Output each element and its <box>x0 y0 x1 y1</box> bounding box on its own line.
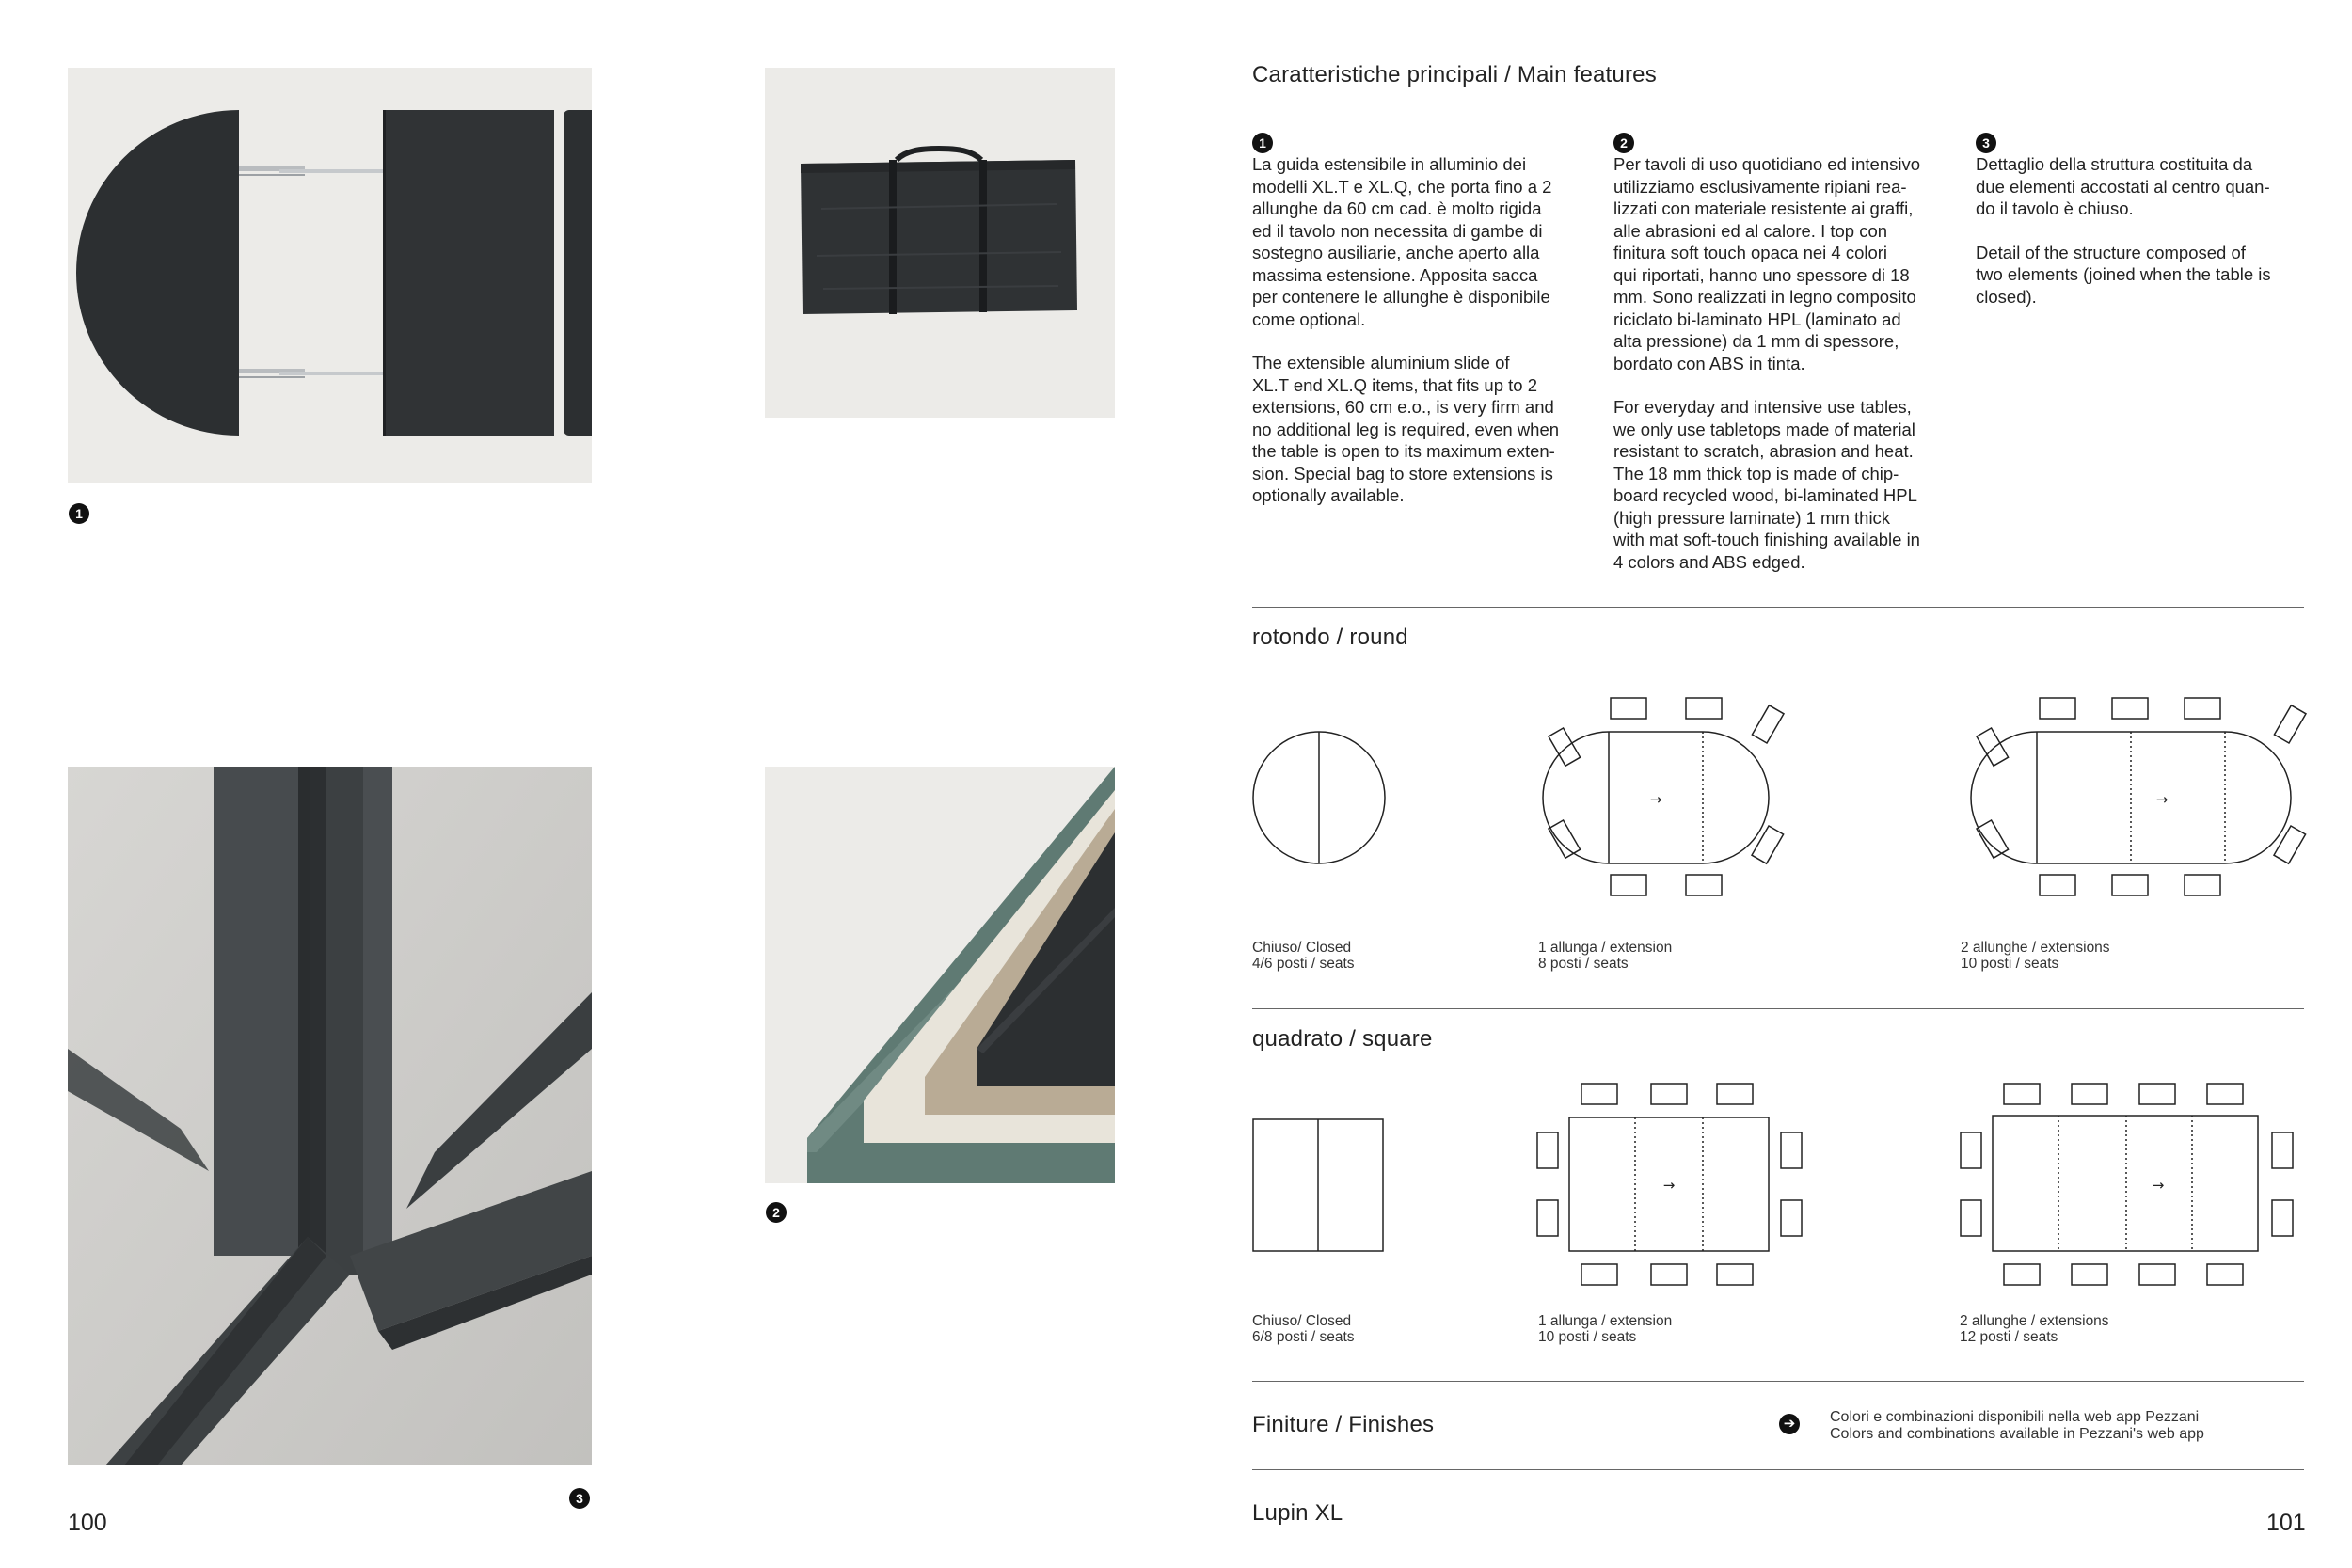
round-section-title: rotondo / round <box>1252 625 1408 650</box>
square-section-title: quadrato / square <box>1252 1026 1433 1052</box>
feature-1-italian: La guida estensibile in alluminio dei modelli XL.T e XL.Q, che porta fino a 2 allunghe da 60 cm cad. è molto rigida ed il tavolo non necessita di gambe di sostegno ausiliarie, anche aperto alla massima estensione. Apposita sacca per contenere le allunghe è disponibile come optional. <box>1252 154 1552 329</box>
feature-number-1: 1 <box>1252 133 1273 153</box>
divider-footer <box>1252 1469 2304 1470</box>
photo-extension-slide <box>68 68 592 483</box>
square-closed-caption: Chiuso/ Closed 6/8 posti / seats <box>1252 1313 1355 1345</box>
page-number-left: 100 <box>68 1510 107 1536</box>
round-two-extensions-diagram <box>1962 694 2310 901</box>
feature-column-3 <box>1976 133 2305 308</box>
round-closed-caption: Chiuso/ Closed 4/6 posti / seats <box>1252 940 1355 972</box>
round-one-extension-diagram <box>1534 694 1816 901</box>
finishes-title: Finiture / Finishes <box>1252 1412 1435 1437</box>
svg-text:→: → <box>2155 791 2169 808</box>
feature-3-english: Detail of the structure composed of two elements (joined when the table is closed). <box>1976 242 2271 307</box>
feature-column-2 <box>1613 133 1962 573</box>
product-name: Lupin XL <box>1252 1500 1343 1526</box>
arrow-right-circle-icon[interactable]: ➔ <box>1779 1414 1800 1434</box>
feature-2-english: For everyday and intensive use tables, we only use tabletops made of material resistant to scratch, abrasion and heat. The 18 mm thick top is made of chip- board recycled wood, bi-laminated HPL (high pressure laminate) 1 mm thick with mat soft-touch finishing available in 4 colors and ABS edged. <box>1613 397 1920 572</box>
round-one-extension-caption: 1 allunga / extension 8 posti / seats <box>1538 940 1673 972</box>
feature-number-3: 3 <box>1976 133 1996 153</box>
finishes-note-italian: Colori e combinazioni disponibili nella web app Pezzani <box>1830 1409 2200 1425</box>
badge-3: 3 <box>569 1488 590 1509</box>
page-number-right: 101 <box>2266 1510 2306 1536</box>
square-two-extensions-diagram <box>1957 1080 2305 1292</box>
badge-2: 2 <box>766 1202 787 1223</box>
finishes-note <box>1830 1409 2204 1443</box>
square-one-extension-diagram <box>1534 1080 1806 1292</box>
photo-structure-detail <box>68 767 592 1465</box>
divider-square <box>1252 1008 2304 1009</box>
square-two-extensions-caption: 2 allunghe / extensions 12 posti / seats <box>1960 1313 2109 1345</box>
feature-number-2: 2 <box>1613 133 1634 153</box>
divider-finishes <box>1252 1381 2304 1382</box>
feature-2-italian: Per tavoli di uso quotidiano ed intensivo utilizziamo esclusivamente ripiani rea- lizzati con materiale resistente ai graffi, alle abrasioni ed al calore. I top con finitura soft touch opaca nei 4 colori qui riportati, hanno uno spessore di 18 mm. Sono realizzati in legno composito riciclato bi-laminato HPL (laminato ad alta pressione) da 1 mm di spessore, bordato con ABS in tinta. <box>1613 154 1921 373</box>
square-one-extension-caption: 1 allunga / extension 10 posti / seats <box>1538 1313 1673 1345</box>
feature-column-1 <box>1252 133 1600 507</box>
divider-round <box>1252 607 2304 608</box>
feature-3-italian: Dettaglio della struttura costituita da due elementi accostati al centro quan- do il tavolo è chiuso. <box>1976 154 2270 218</box>
feature-1-english: The extensible aluminium slide of XL.T end XL.Q items, that fits up to 2 extensions, 60 cm e.o., is very firm and no additional leg is required, even when the table is open to its maximum exten- sion. Special bag to store extensions is optionally available. <box>1252 353 1560 505</box>
square-closed-diagram <box>1252 1118 1384 1252</box>
badge-1: 1 <box>69 503 89 524</box>
photo-tabletop-colors <box>765 767 1115 1183</box>
svg-text:→: → <box>1649 791 1662 808</box>
finishes-note-english: Colors and combinations available in Pezzani's web app <box>1830 1426 2204 1442</box>
svg-text:→: → <box>2152 1177 2165 1194</box>
round-closed-diagram <box>1252 731 1386 864</box>
photo-extension-bag <box>765 68 1115 418</box>
round-two-extensions-caption: 2 allunghe / extensions 10 posti / seats <box>1961 940 2110 972</box>
main-features-title: Caratteristiche principali / Main features <box>1252 62 1657 87</box>
svg-text:→: → <box>1662 1177 1676 1194</box>
